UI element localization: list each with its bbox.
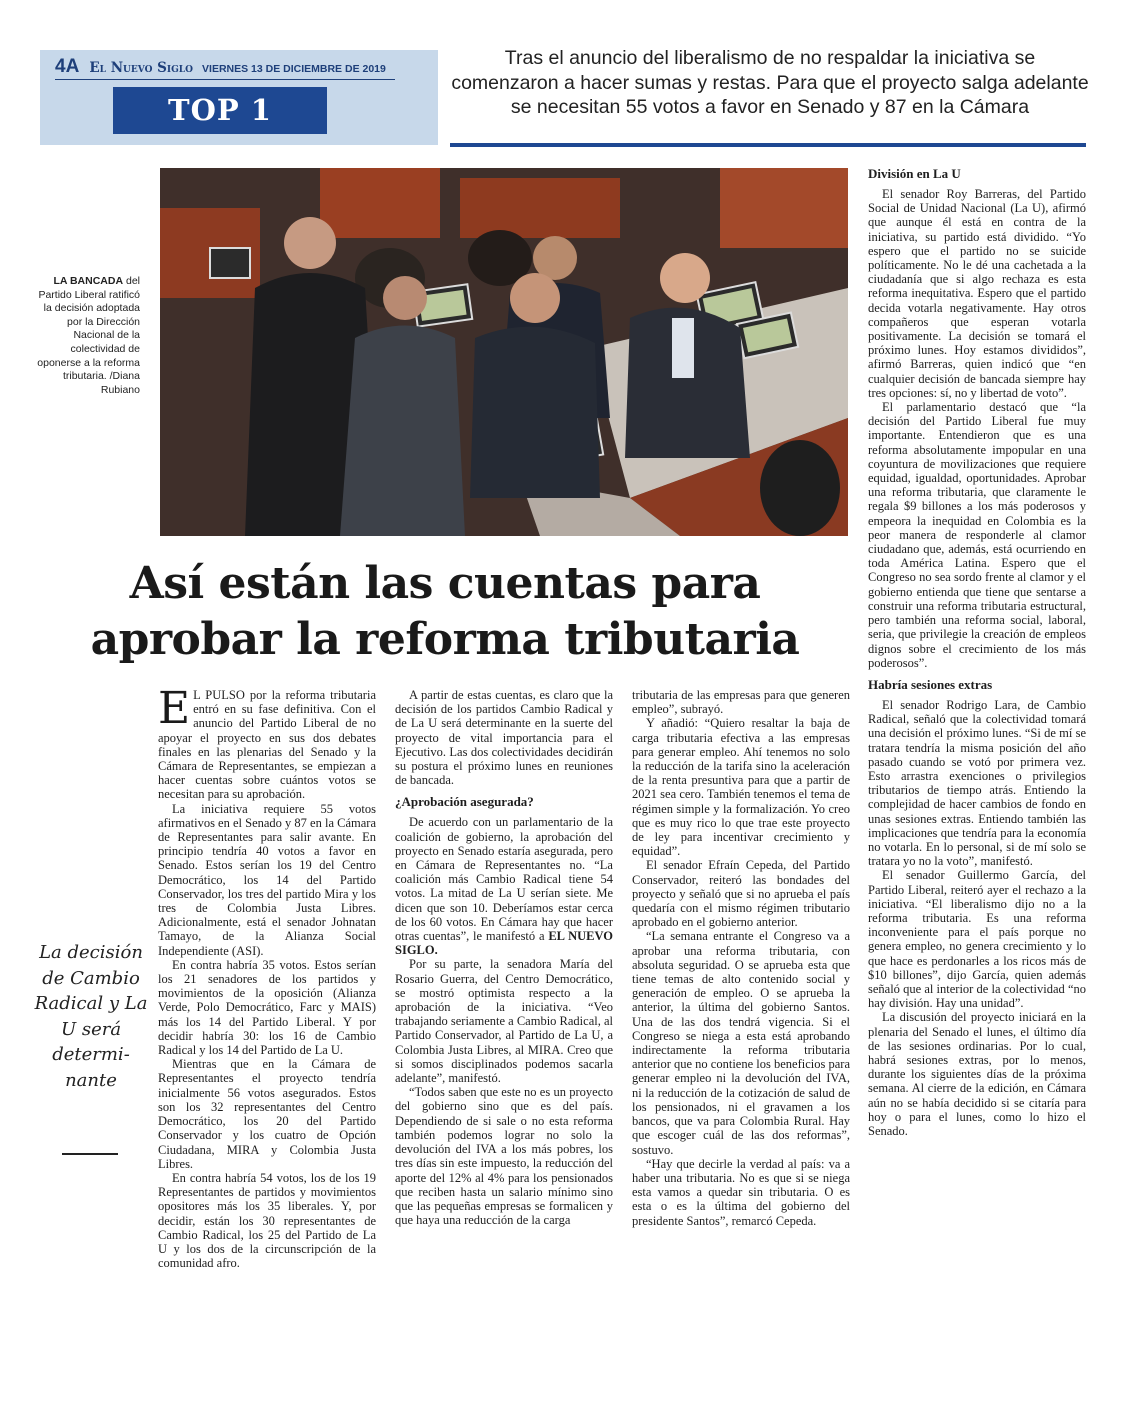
subheading: Habría sesiones extras — [868, 676, 993, 692]
article-column-3 — [632, 688, 850, 1353]
senate-chamber-image — [160, 168, 848, 536]
article-column-2 — [395, 688, 613, 1353]
paragraph: “La semana entrante el Congreso va a aprobar una reforma tributaria, con absoluta seguridad. O se aprueba esta que tiene temas de alto contenido social y generación de empleo. O se aprueba la anterior, la última del gobierno Santos. Una de las dos tendrá vigencia. Si el Congreso se niega a esta está aprobando indirectamente la reforma tributaria anterior que no contiene los beneficios para generar empleo ni la devolución del IVA, ni la reducción de la cotización de salud de los pensionados, ni el gravamen a los bancos, que va para Colombia Rural. Hay que escoger cuál de las dos reformas”, sostuvo. — [632, 929, 850, 1157]
subheading: ¿Aprobación asegurada? — [395, 794, 534, 810]
paragraph: Y añadió: “Quiero resaltar la baja de carga tributaria efectiva a las empresas para generar empleo. Ahí tenemos no solo la reducción de la tarifa sino la aceleración de la renta presuntiva para que a partir de 2021 sea cero. También tenemos el tema de régimen simple y la formalización. Yo creo que es muy rico lo que trae este proyecto de ley para incentivar crecimiento y equidad”. — [632, 716, 850, 859]
page-number: 4A — [55, 56, 80, 77]
paragraph: El senador Efraín Cepeda, del Partido Conservador, reiteró las bondades del proyecto y señaló que si no aprueba el país quedaría con el mismo régimen tributario aprobado en el gobierno anterior. — [632, 858, 850, 930]
pull-quote-rule — [62, 1153, 118, 1155]
paragraph: La iniciativa requiere 55 votos afirmativos en el Senado y 87 en la Cámara de Representantes para salir avante. En principio tendría 40 votos a favor en Senado. Estos serían los 19 del Centro Democrático, los 14 del Partido Conservador, los tres del partido Mira y los tres de Colombia Justa Libres. Adicionalmente, está el senador Johnatan Tamayo, de la Alianza Social Independiente (ASI). — [158, 801, 376, 958]
pull-quote: La decisión de Cambio Radical y La U será determi-nante — [34, 942, 148, 1091]
paragraph: El senador Roy Barreras, del Partido Social de Unidad Nacional (La U), afirmó que aunque él está en contra de la iniciativa, su partido está dividido. “Yo espero que el partido no se suicide políticamente. No le dé una cachetada a la ciudadanía que si algo rechaza es esta reforma inequitativa. Espero que el partido decida votarla negativamente. Hay otros compañeros que esperan votarla positivamente. La decisión se tomará el próximo lunes. Hoy estamos divididos”, afirmó Barreras, quien indicó que “en cualquier decisión de bancada siempre hay tres opciones: sí, no y libertad de voto”. — [868, 187, 1086, 400]
paragraph: A partir de estas cuentas, es claro que la decisión de los partidos Cambio Radical y de La U será determinante en la suerte del proyecto de vital importancia para el Ejecutivo. Las dos colectividades decidirán su postura el próximo lunes en reuniones de bancada. — [395, 688, 613, 788]
paragraph-text: L PULSO por la reforma tributaria entró en su fase definitiva. Con el anuncio del Partido Liberal de no apoyar el proyecto en sus dos debates finales en las plenarias del Senado y la Cámara de Representantes, se empiezan a hacer cuentas sobre cuántos votos se necesitan para su aprobación. — [158, 688, 376, 802]
paragraph: El parlamentario destacó que “la decisión del Partido Liberal fue muy importante. Entendieron que es una reforma absolutamente impopular en una coyuntura de movilizaciones que requiere equidad, igualdad, oportunidades. Aprobar una reforma tributaria, que claramente le regala $9 billones a los más poderosos y empeora la inequidad en Colombia es la peor manera de responderle al clamor ciudadano que, además, está ocurriendo en toda América Latina. Espero que el Congreso no sea sordo frente al clamor y el gobierno entienda que tiene que sentarse a construir una reforma tributaria estructural, pero también una reforma social, laboral, seria, que privilegie la creación de empleos dignos sobre el crecimiento de los más poderosos”. — [868, 400, 1086, 670]
caption-text: del Partido Liberal ratificó la decisión adoptada por la Dirección Nacional de la colectividad de oponerse a la reforma tributaria. /Diana Rubiano — [37, 275, 140, 396]
paragraph: “Todos saben que este no es un proyecto del gobierno sino que es del país. Dependiendo de si sale o no esta reforma también podemos lograr no solo la devolución del IVA a los más pobres, los tres días sin este impuesto, la reducción del aporte del 12% al 4% para los pensionados que reciben hasta un salario mínimo sino que las pequeñas empresas se formalicen y que haya una reducción de la carga — [395, 1085, 613, 1228]
paragraph: tributaria de las empresas para que generen empleo”, subrayó. — [632, 688, 850, 717]
photo-caption — [28, 275, 140, 397]
paragraph: En contra habría 54 votos, los de los 19 Representantes de partidos y movimientos opositores más los 35 liberales. Y, por decidir, están los 30 representantes de Cambio Radical, los 25 del Partido de La U y los dos de la circunscripción de la comunidad afro. — [158, 1170, 376, 1271]
article-column-4 — [868, 166, 1086, 1356]
paragraph — [395, 815, 613, 957]
newspaper-name: El Nuevo Siglo — [89, 60, 193, 76]
paragraph: El senador Rodrigo Lara, de Cambio Radical, señaló que la colectividad tomará una decisión el próximo lunes. “Si de mí se tratara tendría la misma posición del año pasado cuando se votó por primera vez. Esto arrastra exenciones o privilegios tributarios de tiempo atrás. Entiendo la complejidad de hacer cambios de fondo en unas sesiones extras. Entiendo también las implicaciones que tendría para la economía no votarla. En lo personal, si de mí solo se tratara yo no la voto”, manifestó. — [868, 697, 1086, 869]
paragraph-text: De acuerdo con un parlamentario de la coalición de gobierno, la aprobación del proyecto en Senado estaría asegurada, pero en Cámara de Representantes no. “La coalición más Cambio Radical tiene 54 votos. La mitad de La U serían siete. Me dicen que son 10. Deberíamos estar cerca de los 60 votos. En Cámara hay que hacer otras cuentas”, le manifestó a — [395, 815, 613, 944]
paragraph — [158, 688, 376, 802]
paragraph: La discusión del proyecto iniciará en la plenaria del Senado el lunes, el último día de las sesiones ordinarias. Por lo cual, habrá sesiones extras, por lo menos, durante los siguientes días de la próxima semana. Al cierre de la edición, en Cámara aún no se había decidido si se citaría para hoy o para el lunes, como lo hizo el Senado. — [868, 1010, 1086, 1138]
deck-divider — [450, 143, 1086, 147]
paragraph: Por su parte, la senadora María del Rosario Guerra, del Centro Democrático, se mostró optimista respecto a la aprobación de la iniciativa. “Veo trabajando seriamente a Cambio Radical, al Partido Conservador, al Partido de La U, a Colombia Justa Libres, al MIRA. Creo que si somos disciplinados podemos sacarla adelante”, manifestó. — [395, 957, 613, 1086]
paragraph: “Hay que decirle la verdad al país: va a haber una tributaria. No es que si se niega esta vamos a quedar sin tributaria. O es esta o es la última del gobierno del presidente Santos”, remarcó Cepeda. — [632, 1156, 850, 1228]
section-label: TOP 1 — [113, 87, 327, 134]
paragraph: El senador Guillermo García, del Partido Liberal, reiteró ayer el rechazo a la iniciativa. “El liberalismo dijo no a la reforma tributaria. Es una reforma inconveniente para el país porque no genera empleo, no genera crecimiento y lo que hace es perdonarles a los ricos más de $10 billones”, dijo García, quien además señaló que al interior de la colectividad “no hay división. Hay una unidad”. — [868, 868, 1086, 1011]
article-column-1 — [158, 688, 376, 1353]
paragraph: En contra habría 35 votos. Estos serían los 21 senadores de los partidos y movimientos de la oposición (Alianza Verde, Polo Democrático, Farc y MAIS) más los 14 del Partido Liberal. Y por decidir habría 30: los 16 de Cambio Radical y los 14 del Partido de La U. — [158, 957, 376, 1058]
newspaper-signature: EL NUEVO SIGLO. — [395, 929, 613, 958]
subheading: División en La U — [868, 166, 961, 181]
deck-summary: Tras el anuncio del liberalismo de no respaldar la iniciativa se comenzaron a hacer sumas y restas. Para que el proyecto salga adelante se necesitan 55 votos a favor en Senado y 87 en la Cámara — [451, 47, 1089, 118]
issue-date: VIERNES 13 DE DICIEMBRE DE 2019 — [202, 63, 386, 75]
folio-line — [55, 56, 395, 80]
drop-cap: E — [158, 688, 191, 734]
caption-lead: LA BANCADA — [53, 275, 124, 287]
paragraph: Mientras que en la Cámara de Representantes el proyecto tendría inicialmente 56 votos asegurados. Estos son los 32 representantes del Centro Democrático, los 20 del Partido Conservador y los cuatro de Opción Ciudadana, MIRA y Colombia Justa Libres. — [158, 1057, 376, 1171]
headline: Así están las cuentas para aprobar la reforma tributaria — [90, 558, 800, 665]
senate-photo — [160, 168, 848, 536]
